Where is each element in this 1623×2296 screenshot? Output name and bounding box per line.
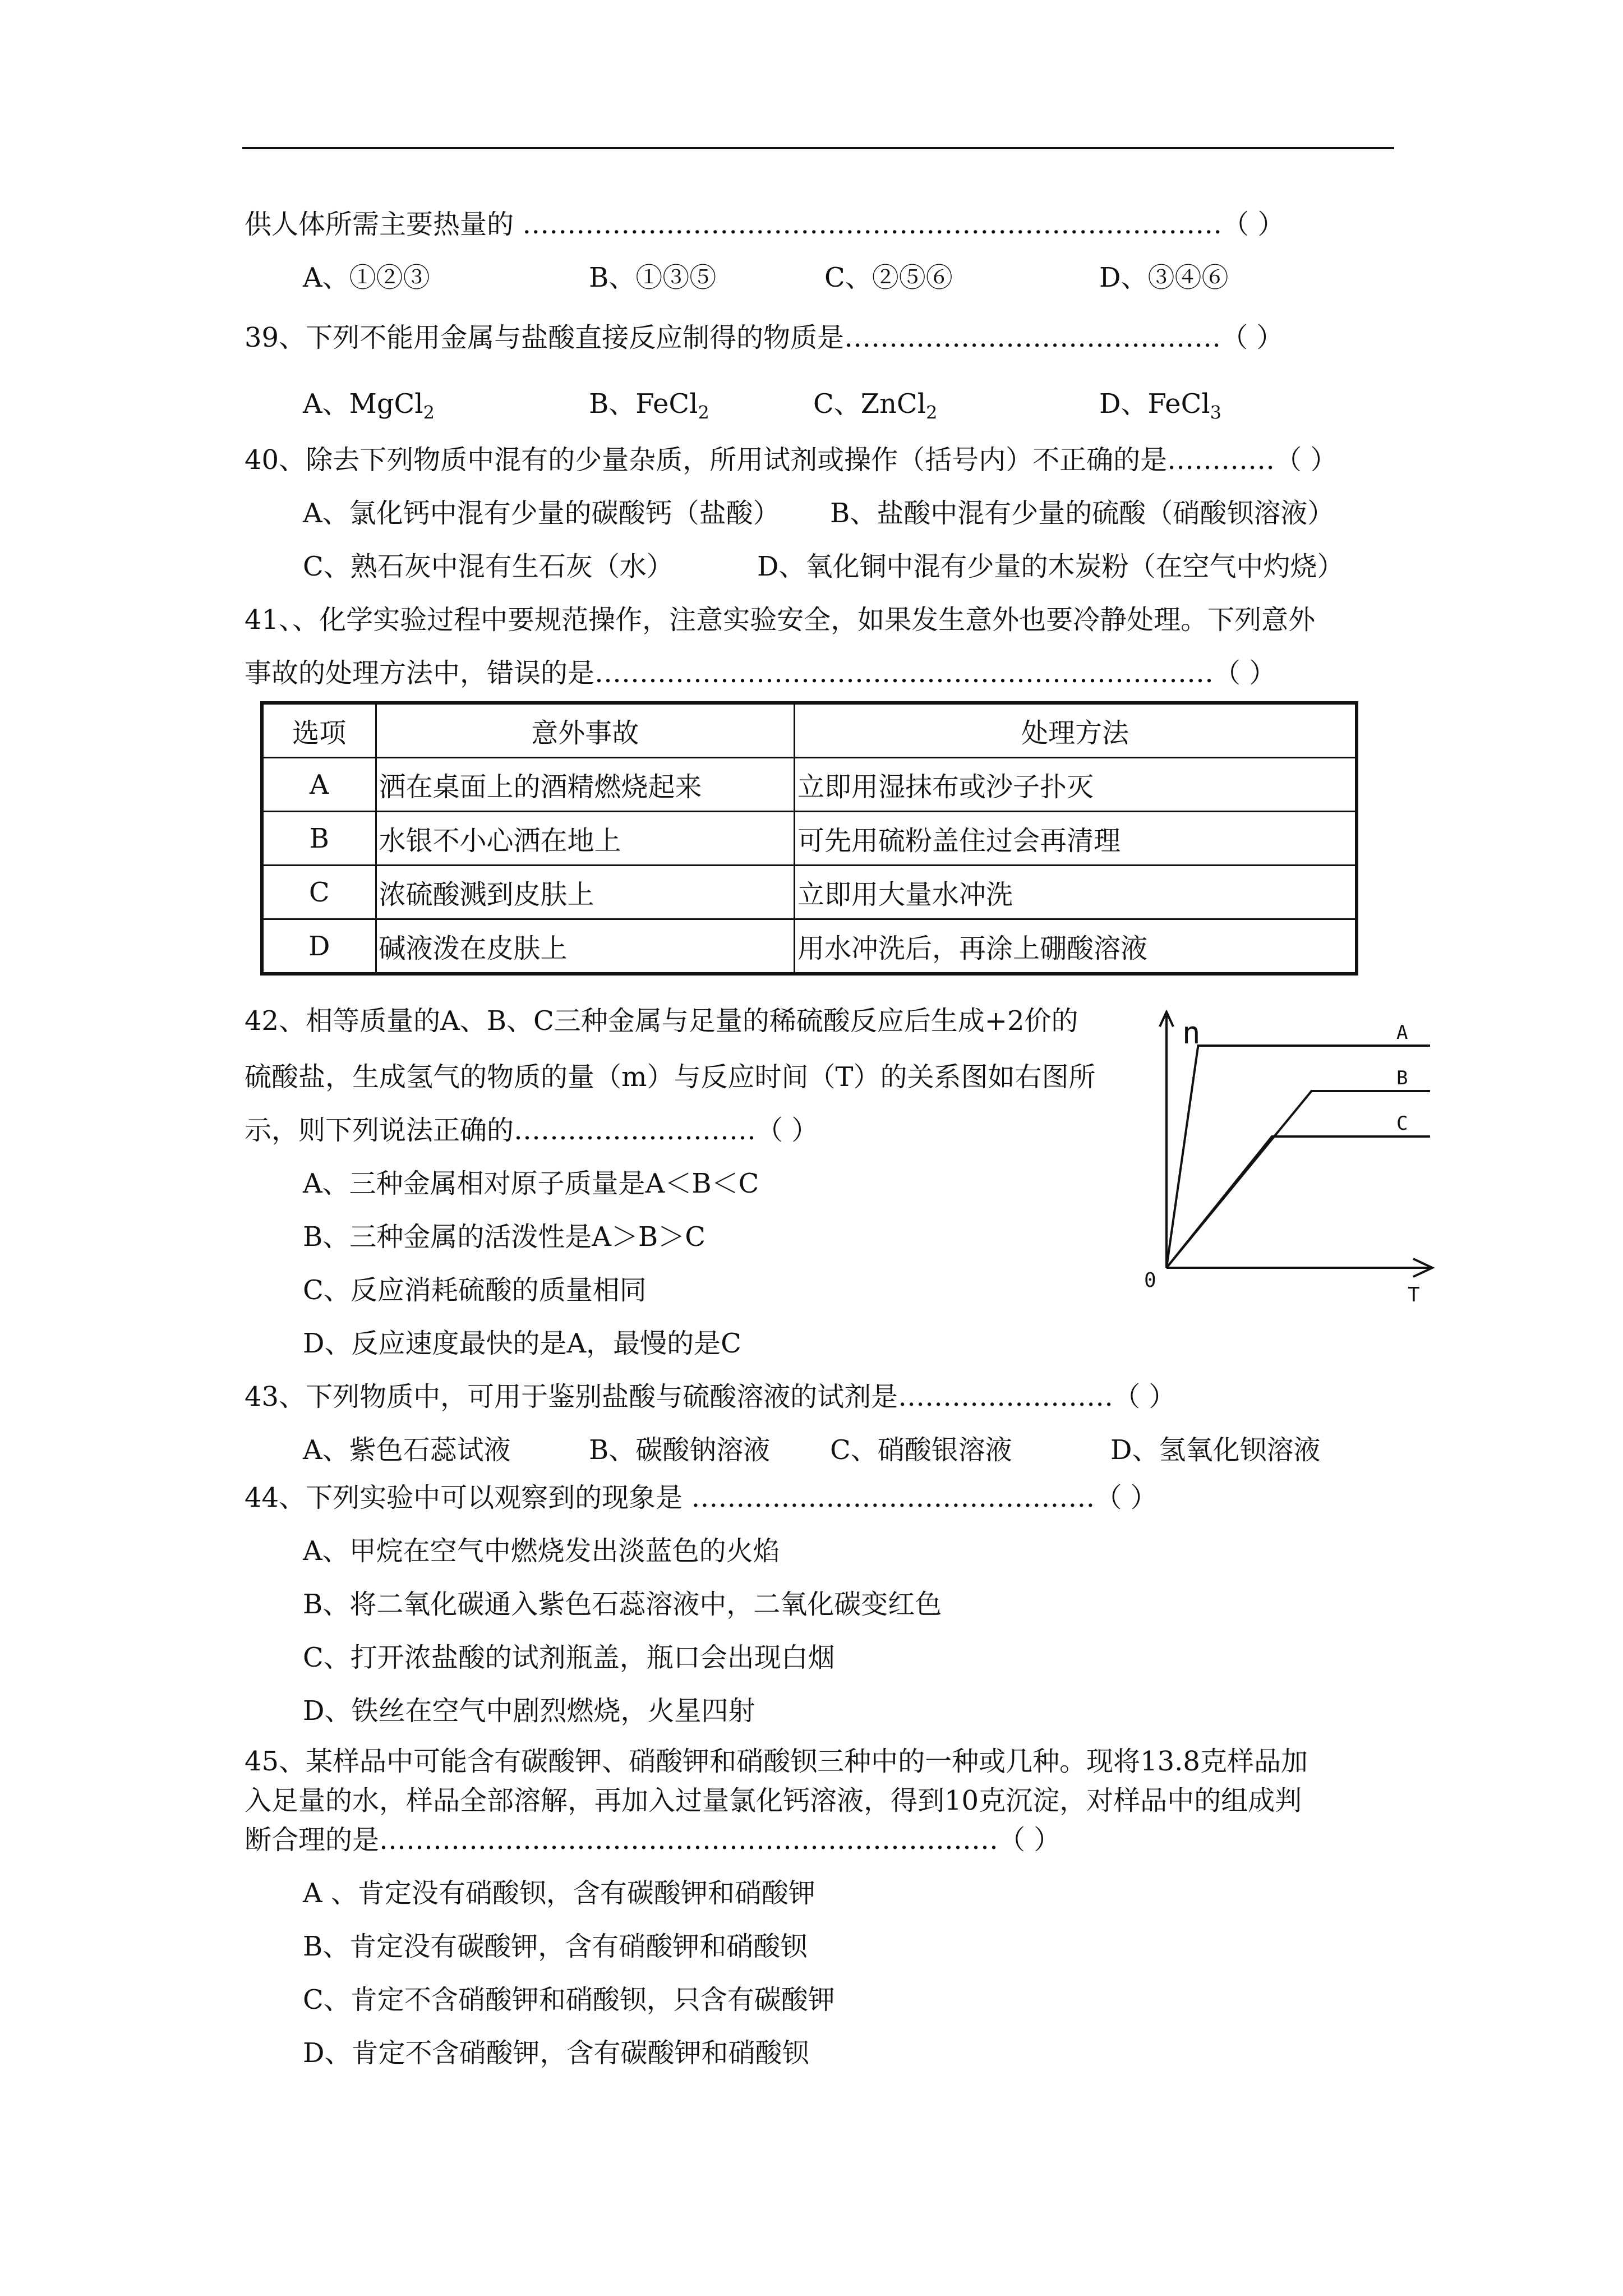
q42-stem-line1: 42、相等质量的A、B、C三种金属与足量的稀硫酸反应后生成+2价的 <box>245 1005 1078 1037</box>
q42-option-b: B、三种金属的活泼性是A＞B＞C <box>303 1221 706 1253</box>
table-cell-option: C <box>262 866 376 919</box>
q45-option-b: B、肯定没有碳酸钾，含有硝酸钾和硝酸钡 <box>303 1931 808 1962</box>
q38-option-a: A、①②③ <box>303 262 430 293</box>
q43-option-a: A、紫色石蕊试液 <box>303 1434 511 1466</box>
table-cell-accident: 洒在桌面上的酒精燃烧起来 <box>376 758 794 812</box>
table-header-cell: 意外事故 <box>376 703 794 758</box>
q44-option-a: A、甲烷在空气中燃烧发出淡蓝色的火焰 <box>303 1535 780 1567</box>
reaction-graph <box>1133 1004 1447 1307</box>
table-cell-option: D <box>262 919 376 974</box>
q38-option-d: D、③④⑥ <box>1099 262 1229 293</box>
table-cell-accident: 碱液泼在皮肤上 <box>376 919 794 974</box>
q45-stem-line3: 断合理的是……………………………………………………………（ ） <box>245 1824 1061 1856</box>
table-header-row <box>262 703 1357 758</box>
q40-option-b: B、盐酸中混有少量的硫酸（硝酸钡溶液） <box>830 498 1335 529</box>
q39-option-d: D、FeCl$_3$ <box>1099 388 1222 424</box>
curve-c <box>1166 1137 1430 1268</box>
table-row <box>262 866 1357 919</box>
table-cell-method: 可先用硫粉盖住过会再清理 <box>794 812 1357 866</box>
table-cell-method: 立即用大量水冲洗 <box>794 866 1357 919</box>
q39-stem: 39、下列不能用金属与盐酸直接反应制得的物质是……………………………………（ ） <box>245 322 1284 353</box>
q40-stem: 40、除去下列物质中混有的少量杂质，所用试剂或操作（括号内）不正确的是…………（ ） <box>245 444 1338 476</box>
curve-b <box>1166 1091 1430 1268</box>
table-cell-accident: 浓硫酸溅到皮肤上 <box>376 866 794 919</box>
q42-option-c: C、反应消耗硫酸的质量相同 <box>303 1274 647 1306</box>
table-row <box>262 758 1357 812</box>
q45-stem-line1: 45、某样品中可能含有碳酸钾、硝酸钾和硝酸钡三种中的一种或几种。现将13.8克样品加 <box>245 1746 1308 1777</box>
table-cell-accident: 水银不小心洒在地上 <box>376 812 794 866</box>
q44-option-d: D、铁丝在空气中剧烈燃烧，火星四射 <box>303 1695 755 1727</box>
q45-option-a: A 、肯定没有硝酸钡，含有碳酸钾和硝酸钾 <box>303 1878 815 1909</box>
q41-stem-line2: 事故的处理方法中，错误的是……………………………………………………………（ ） <box>245 657 1276 689</box>
y-axis-label: n <box>1182 1015 1201 1051</box>
q40-option-d: D、氧化铜中混有少量的木炭粉（在空气中灼烧） <box>757 551 1344 582</box>
q43-option-c: C、硝酸银溶液 <box>830 1434 1012 1466</box>
x-axis-label: T <box>1408 1283 1420 1306</box>
q43-option-b: B、碳酸钠溶液 <box>589 1434 771 1466</box>
q42-stem-line2: 硫酸盐，生成氢气的物质的量（m）与反应时间（T）的关系图如右图所 <box>245 1061 1096 1093</box>
q45-option-d: D、肯定不含硝酸钾，含有碳酸钾和硝酸钡 <box>303 2037 809 2069</box>
table-cell-method: 用水冲洗后，再涂上硼酸溶液 <box>794 919 1357 974</box>
q44-stem: 44、下列实验中可以观察到的现象是 ………………………………………（ ） <box>245 1482 1158 1513</box>
table-cell-option: A <box>262 758 376 812</box>
accident-table <box>260 701 1358 976</box>
q40-option-c: C、熟石灰中混有生石灰（水） <box>303 551 674 582</box>
q39-option-c: C、ZnCl$_2$ <box>813 388 938 424</box>
curve-a <box>1166 1046 1430 1268</box>
table-header-cell: 处理方法 <box>794 703 1357 758</box>
table-cell-method: 立即用湿抹布或沙子扑灭 <box>794 758 1357 812</box>
q38-option-b: B、①③⑤ <box>589 262 717 293</box>
q41-stem-line1: 41、、化学实验过程中要规范操作，注意实验安全，如果发生意外也要冷静处理。下列意外 <box>245 604 1316 636</box>
q40-option-a: A、氯化钙中混有少量的碳酸钙（盐酸） <box>303 498 780 529</box>
table-row <box>262 812 1357 866</box>
q39-option-b: B、FeCl$_2$ <box>589 388 709 424</box>
table-header-cell: 选项 <box>262 703 376 758</box>
q42-option-d: D、反应速度最快的是A，最慢的是C <box>303 1328 741 1359</box>
curve-label-c: C <box>1396 1112 1408 1135</box>
q44-option-c: C、打开浓盐酸的试剂瓶盖，瓶口会出现白烟 <box>303 1642 835 1673</box>
q44-option-b: B、将二氧化碳通入紫色石蕊溶液中，二氧化碳变红色 <box>303 1589 942 1620</box>
table-row <box>262 919 1357 974</box>
q43-stem: 43、下列物质中，可用于鉴别盐酸与硫酸溶液的试剂是……………………（ ） <box>245 1381 1176 1412</box>
curve-label-a: A <box>1396 1022 1408 1044</box>
graph-series-group <box>1166 1022 1430 1268</box>
origin-label: 0 <box>1144 1269 1156 1292</box>
q38-option-c: C、②⑤⑥ <box>824 262 953 293</box>
q39-option-a: A、MgCl$_2$ <box>303 388 435 424</box>
header-rule <box>242 147 1394 149</box>
q43-option-d: D、氢氧化钡溶液 <box>1110 1434 1321 1466</box>
q45-option-c: C、肯定不含硝酸钾和硝酸钡，只含有碳酸钾 <box>303 1984 835 2016</box>
q45-stem-line2: 入足量的水，样品全部溶解，再加入过量氯化钙溶液，得到10克沉淀，对样品中的组成判 <box>245 1785 1302 1816</box>
curve-label-b: B <box>1396 1067 1408 1089</box>
q42-option-a: A、三种金属相对原子质量是A＜B＜C <box>303 1168 759 1199</box>
table-cell-option: B <box>262 812 376 866</box>
q38-stem: 供人体所需主要热量的 ……………………………………………………………………（ ） <box>245 209 1285 240</box>
q42-stem-line3: 示，则下列说法正确的………………………（ ） <box>245 1115 819 1146</box>
